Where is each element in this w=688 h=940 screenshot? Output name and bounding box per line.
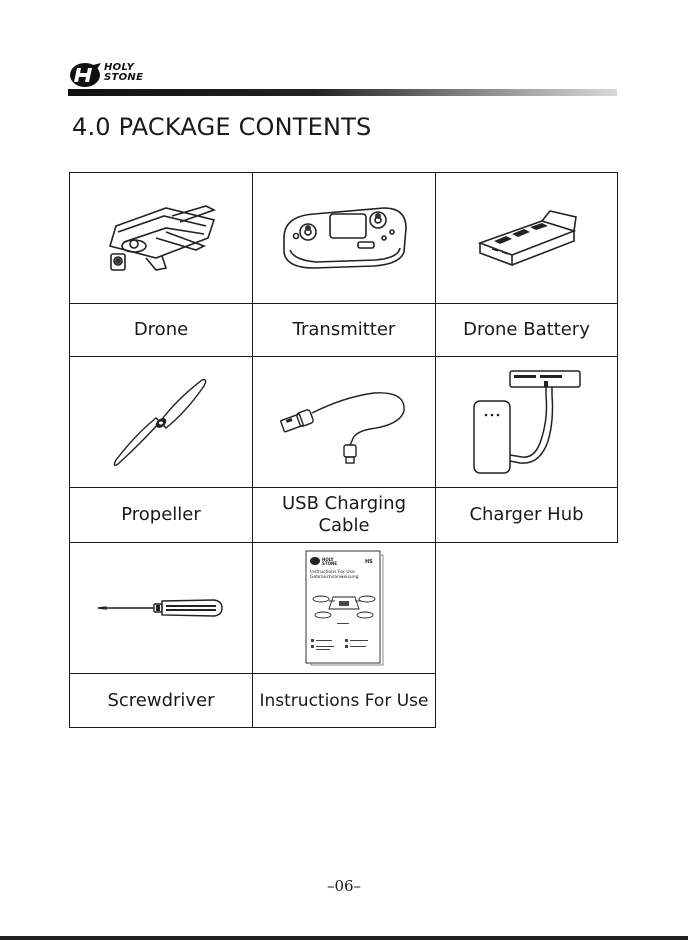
brand-name — [104, 63, 143, 83]
item-label-usb-cable: USB Charging Cable — [281, 493, 407, 536]
item-image-manual — [252, 542, 436, 674]
header-rule — [68, 89, 617, 96]
page-title: 4.0 PACKAGE CONTENTS — [72, 113, 372, 141]
item-label-cell — [435, 303, 618, 357]
item-image-transmitter — [252, 172, 436, 304]
manual-icon — [303, 549, 385, 667]
item-label-cell — [435, 487, 618, 543]
svg-text:HOLY: HOLY — [322, 557, 334, 562]
item-image-drone — [69, 172, 253, 304]
grid-edge — [435, 542, 618, 543]
svg-text:STONE: STONE — [322, 561, 338, 566]
item-label-battery: Drone Battery — [463, 319, 590, 340]
usb-cable-icon — [274, 377, 414, 467]
item-label-cell — [252, 673, 436, 728]
drone-icon — [96, 198, 226, 278]
holy-stone-logo-icon — [68, 60, 104, 90]
item-image-usb-cable — [252, 356, 436, 488]
item-label-screwdriver: Screwdriver — [107, 689, 215, 711]
charger-hub-icon — [462, 367, 592, 477]
item-label-drone: Drone — [133, 319, 189, 340]
item-image-battery — [435, 172, 618, 304]
item-image-propeller — [69, 356, 253, 488]
item-label-cell — [252, 487, 436, 543]
item-label-cell — [69, 487, 253, 543]
item-label-manual: Instructions For Use — [259, 690, 429, 711]
manual-model: HS — [365, 559, 373, 565]
item-label-propeller: Propeller — [121, 504, 201, 525]
item-image-charger-hub — [435, 356, 618, 488]
page-number: –06– — [326, 877, 362, 895]
battery-icon — [472, 203, 582, 273]
brand-line1: HOLY — [104, 62, 135, 73]
item-label-charger-hub: Charger Hub — [469, 504, 584, 525]
transmitter-icon — [274, 198, 414, 278]
item-label-transmitter: Transmitter — [292, 319, 396, 340]
screwdriver-icon — [96, 593, 226, 623]
manual-title-de: Gebrauchsanweisung — [310, 575, 359, 580]
brand-line2: STONE — [104, 72, 144, 83]
manual-title-en: Instructions For Use — [310, 570, 355, 575]
item-label-cell — [69, 673, 253, 728]
propeller-icon — [106, 372, 216, 472]
item-label-cell — [252, 303, 436, 357]
bottom-edge-line — [0, 936, 688, 940]
item-label-cell — [69, 303, 253, 357]
package-contents-grid — [69, 172, 618, 728]
item-image-screwdriver — [69, 542, 253, 674]
